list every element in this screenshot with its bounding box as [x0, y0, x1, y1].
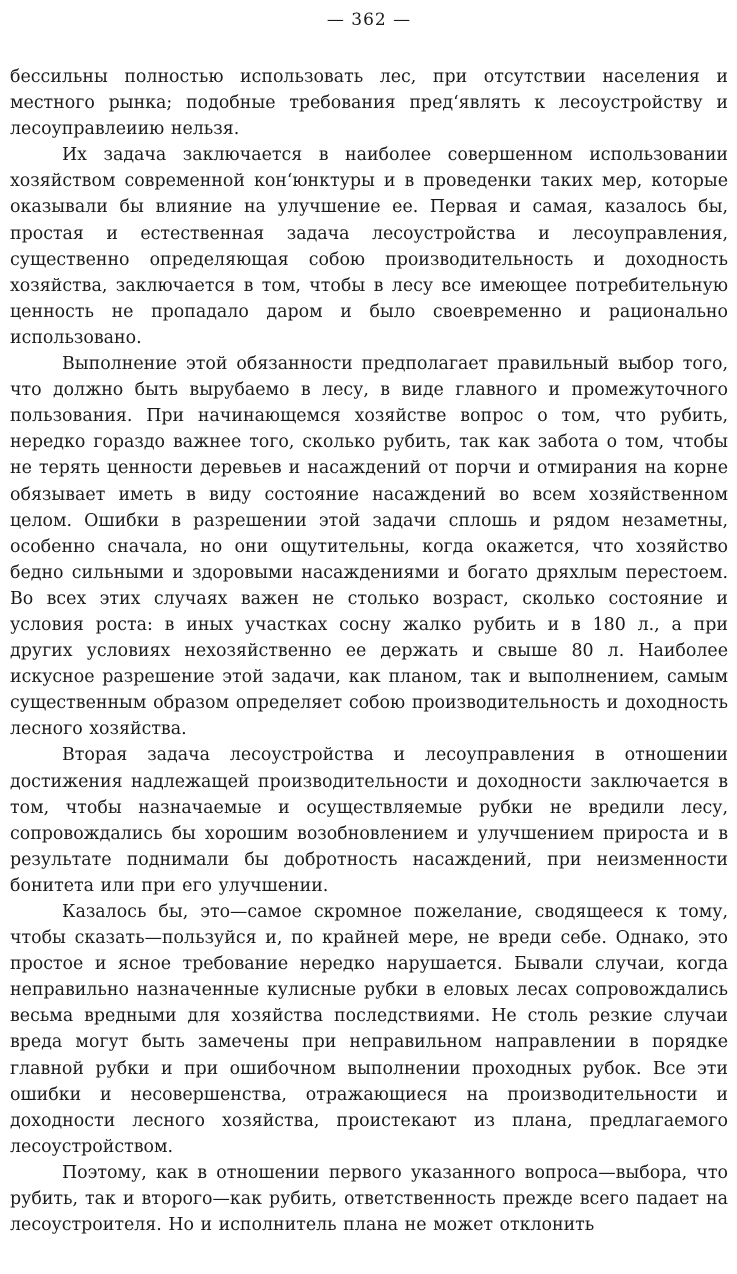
paragraph-6: Поэтому, как в отношении первого указанного вопроса—выбора, что рубить, так и второго—как рубить, ответственность прежде всего падает на лесоустроителя. Но и исполнитель плана не может отклонить — [10, 1162, 728, 1236]
paragraph-3: Выполнение этой обязанности предполагает правильный выбор того, что должно быть вырубаемо в лесу, в виде главного и промежуточного пользования. При начинающемся хозяйстве вопрос о том, что рубить, нередко гораздо важнее того, сколько рубить, так как забота о том, чтобы не терять ценности деревьев и насаждений от порчи и отмирания на корне обязывает иметь в виду состояние насаждений во всем хозяйственном целом. Ошибки в разрешении этой задачи сплошь и рядом незаметны, особенно сначала, но они ощутительны, когда окажется, что хозяйство бедно сильными и здоровыми насаждениями и богато дряхлым перестоем. Во всех этих случаях важен не столько возраст, сколько состояние и условия роста: в иных участках сосну жалко рубить и в 180 л., а при других условиях нехозяйственно ее держать и свыше 80 л. Наиболее искусное разрешение этой задачи, как планом, так и выполнением, самым существенным образом определяет собою производительность и доходность лесного хозяйства. — [10, 354, 728, 740]
paragraph-5: Казалось бы, это—самое скромное пожелание, сводящееся к тому, чтобы сказать—пользуйся и, по крайней мере, не вреди себе. Однако, это простое и ясное требование нередко нарушается. Бывали случаи, когда неправильно назначенные кулисные рубки в еловых лесах сопровождались весьма вредными для хозяйства последствиями. Не столь резкие случаи вреда могут быть замечены при неправильном направлении в порядке главной рубки и при ошибочном выполнении проходных рубок. Все эти ошибки и несовершенства, отражающиеся на производительности и доходности лесного хозяйства, проистекают из плана, предлагаемого лесоустройством. — [10, 902, 728, 1157]
paragraph-4: Вторая задача лесоустройства и лесоуправления в отношении достижения надлежащей производительности и доходности заключается в том, чтобы назначаемые и осуществляемые рубки не вредили лесу, сопровождались бы хорошим возобновлением и улучшением прироста и в результате поднимали бы добротность насаждений, при неизменности бонитета или при его улучшении. — [10, 745, 728, 896]
page-number: — 362 — — [326, 10, 412, 30]
paragraph-1: бессильны полностью использовать лес, при отсутствии населения и местного рынка; подобные требования пред‘являть к лесоустройству и лесоуправлеиию нельзя. — [10, 67, 728, 140]
body-text — [10, 64, 728, 1238]
paragraph-2: Их задача заключается в наиболее совершенном использовании хозяйством современной кон‘юнктуры и в проведенки таких мер, которые оказывали бы влияние на улучшение ее. Первая и самая, казалось бы, простая и естественная задача лесоустройства и лесоуправления, существенно определяющая собою производительность и доходность хозяйства, заключается в том, чтобы в лесу все имеющее потребительную ценность не пропадало даром и было своевременно и рационально использовано. — [10, 145, 728, 348]
